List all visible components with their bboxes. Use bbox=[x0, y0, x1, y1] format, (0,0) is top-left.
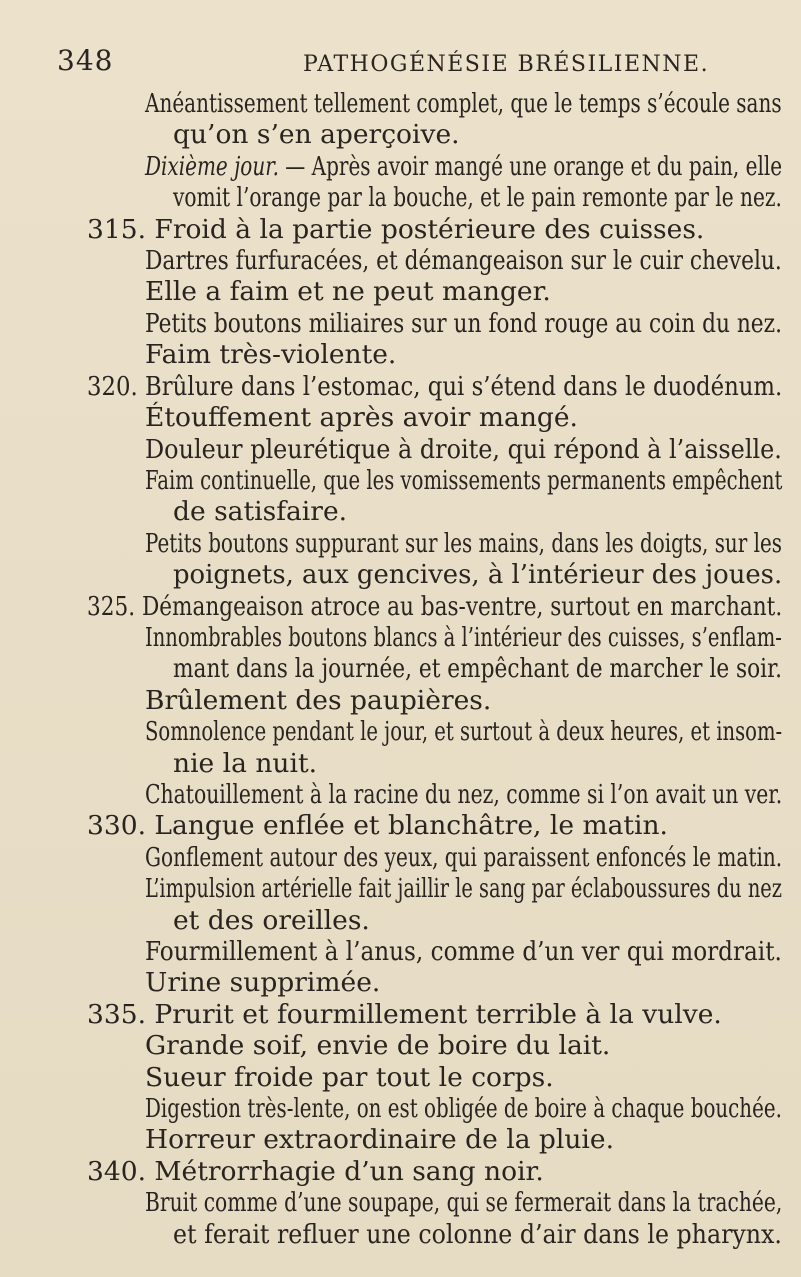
text-line: Elle a faim et ne peut manger. bbox=[145, 276, 551, 308]
day-label: Dixième jour. bbox=[145, 150, 279, 182]
text-line: 315. Froid à la partie postérieure des cuisses. bbox=[87, 213, 705, 245]
text-line: Fourmillement à l’anus, comme d’un ver qui mordrait. bbox=[145, 935, 782, 967]
running-title: PATHOGÉNÉSIE BRÉSILIENNE. bbox=[303, 52, 710, 77]
page-number: 348 bbox=[57, 44, 114, 77]
text-line: Faim continuelle, que les vomissements permanents empêchent bbox=[145, 464, 783, 496]
text-line: mant dans la journée, et empêchant de marcher le soir. bbox=[173, 653, 782, 685]
text-line: Dartres furfuracées, et démangeaison sur le cuir chevelu. bbox=[145, 245, 782, 276]
text-line: Digestion très-lente, on est obligée de boire à chaque bouchée. bbox=[145, 1093, 782, 1124]
text-line: et des oreilles. bbox=[173, 904, 370, 936]
text-line: poignets, aux gencives, à l’intérieur des joues. bbox=[173, 559, 783, 591]
text-line: 330. Langue enflée et blanchâtre, le matin. bbox=[87, 810, 668, 842]
text-line: 320. Brûlure dans l’estomac, qui s’étend dans le duodénum. bbox=[87, 370, 783, 402]
text-line: Brûlement des paupières. bbox=[145, 684, 492, 716]
text-line: Innombrables boutons blancs à l’intérieur des cuisses, s’enflam- bbox=[145, 621, 782, 653]
text-line: 325. Démangeaison atroce au bas-ventre, surtout en marchant. bbox=[87, 590, 783, 622]
text-line: Faim très-violente. bbox=[145, 339, 397, 371]
text-line: Douleur pleurétique à droite, qui répond à l’aisselle. bbox=[145, 433, 782, 465]
text-line: Horreur extraordinaire de la pluie. bbox=[145, 1124, 615, 1156]
text-line: 340. Métrorrhagie d’un sang noir. bbox=[87, 1155, 544, 1187]
text-line: Petits boutons suppurant sur les mains, dans les doigts, sur les bbox=[145, 527, 782, 559]
text-line: Sueur froide par tout le corps. bbox=[145, 1061, 554, 1093]
text-line: Gonflement autour des yeux, qui paraissent enfoncés le matin. bbox=[145, 841, 783, 873]
text-line: 335. Prurit et fourmillement terrible à la vulve. bbox=[87, 998, 722, 1030]
text-line: Dixième jour. — Après avoir mangé une orange et du pain, elle bbox=[145, 150, 783, 182]
text-line: L’impulsion artérielle fait jaillir le sang par éclaboussures du nez bbox=[145, 873, 782, 905]
running-header bbox=[0, 44, 801, 84]
text-line: Somnolence pendant le jour, et surtout à deux heures, et insom- bbox=[145, 716, 783, 748]
text-line: qu’on s’en aperçoive. bbox=[173, 119, 460, 151]
text-line: Urine supprimée. bbox=[145, 967, 381, 999]
text-line: Chatouillement à la racine du nez, comme si l’on avait un ver. bbox=[145, 778, 783, 810]
text-line: de satisfaire. bbox=[173, 496, 348, 528]
text-line: Étouffement après avoir mangé. bbox=[145, 402, 578, 434]
text-line: vomit l’orange par la bouche, et le pain remonte par le nez. bbox=[173, 182, 782, 214]
text-line: Petits boutons miliaires sur un fond rouge au coin du nez. bbox=[145, 307, 782, 339]
text-line: Grande soif, envie de boire du lait. bbox=[145, 1030, 611, 1062]
text-line: Bruit comme d’une soupape, qui se fermerait dans la trachée, bbox=[145, 1187, 783, 1219]
text-line: et ferait refluer une colonne d’air dans le pharynx. bbox=[173, 1218, 782, 1250]
text-line: nie la nuit. bbox=[173, 747, 318, 779]
text-line: Anéantissement tellement complet, que le temps s’écoule sans bbox=[145, 88, 782, 119]
